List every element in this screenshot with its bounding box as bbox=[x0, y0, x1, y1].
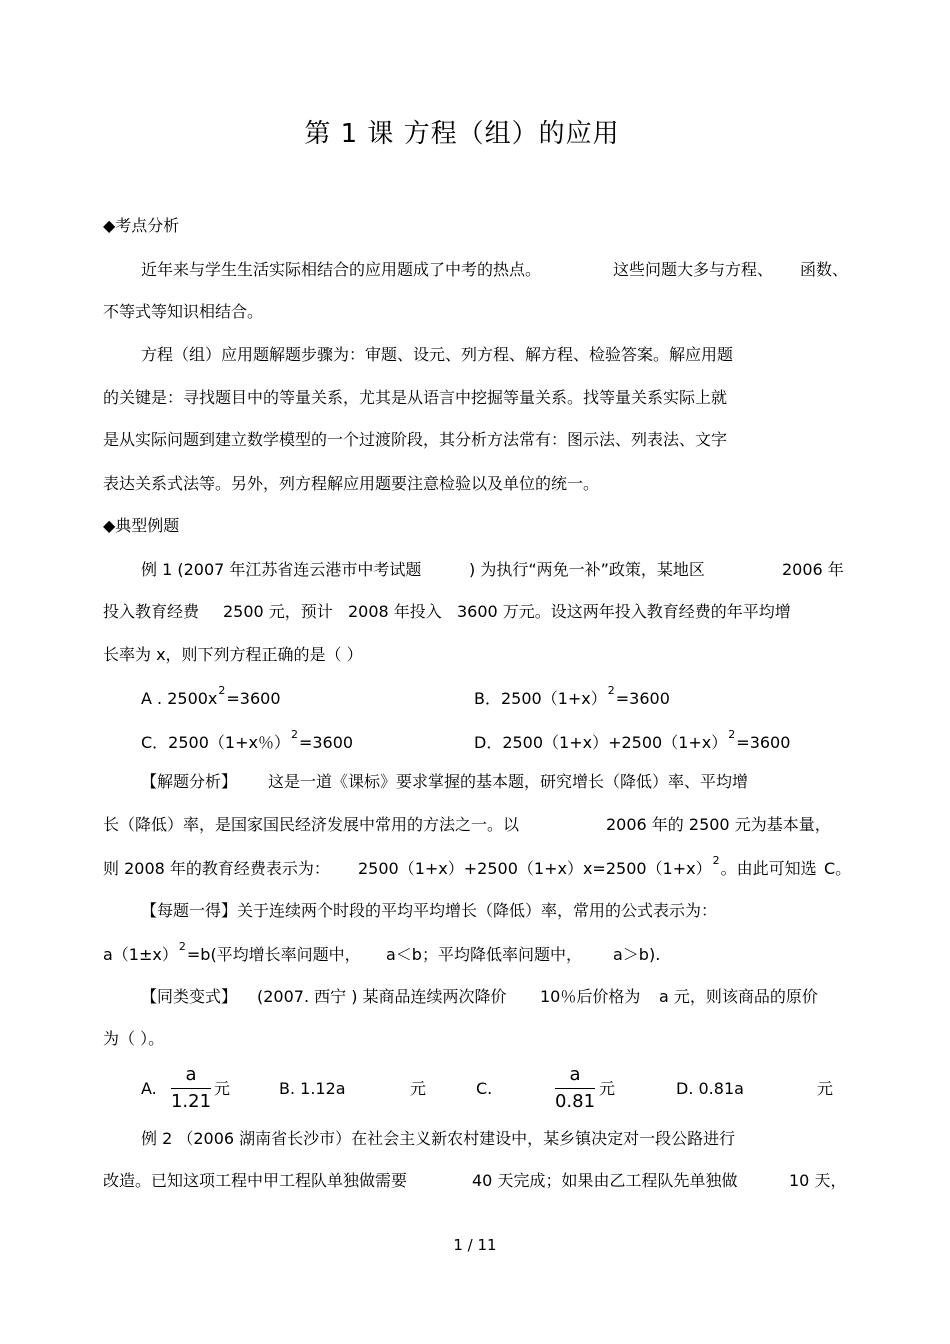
text-line: 2006 年的 2500 元为基本量， bbox=[606, 815, 831, 834]
fraction-c bbox=[553, 1064, 597, 1113]
section-heading-examples: ◆典型例题 bbox=[103, 516, 180, 535]
unit-text: 元 bbox=[817, 1079, 834, 1098]
text-line: (2007. 西宁 ) 某商品连续两次降价 bbox=[257, 987, 507, 1006]
section-heading-analysis: ◆考点分析 bbox=[103, 216, 180, 235]
text-line: 2500 元，预计 bbox=[223, 602, 333, 621]
text-line: 表达关系式法等。另外，列方程解应用题要注意检验以及单位的统一。 bbox=[103, 474, 600, 493]
text-line: 例 1 (2007 年江苏省连云港市中考试题 bbox=[141, 560, 422, 579]
text-line: a＞b). bbox=[613, 945, 661, 964]
fraction-a bbox=[169, 1064, 213, 1113]
formula-line: $a(1\pm x)^2=b$(平均增长率问题中， bbox=[103, 940, 361, 964]
option-d: D．$2500(1+x)+2500(1+x)^2=3600$ bbox=[474, 728, 791, 752]
option-b: B．$2500(1+x)^2=3600$ bbox=[474, 684, 670, 708]
text-line: 长率为 x，则下列方程正确的是（ ） bbox=[103, 645, 363, 664]
text-line: 例 2 （2006 湖南省长沙市）在社会主义新农村建设中，某乡镇决定对一段公路进行 bbox=[141, 1129, 736, 1148]
variant-label: 【同类变式】 bbox=[141, 987, 238, 1006]
variant-option-d-label: D. 0.81a bbox=[676, 1079, 744, 1098]
option-c: C．2500（1+x％）$^2$=3600 bbox=[141, 728, 354, 752]
fraction-bar bbox=[555, 1088, 595, 1089]
variant-option-b-label: B. 1.12a bbox=[279, 1079, 346, 1098]
text-line: 近年来与学生生活实际相结合的应用题成了中考的热点。 bbox=[141, 260, 542, 279]
text-line: 为（ ）。 bbox=[103, 1029, 165, 1048]
text-line: ) 为执行“两免一补”政策，某地区 bbox=[469, 560, 705, 579]
fraction-bar bbox=[171, 1088, 211, 1089]
option-a: A . $2500x^2=3600$ bbox=[141, 684, 281, 708]
unit-text: 元 bbox=[214, 1079, 231, 1098]
text-line: 40 天完成；如果由乙工程队先单独做 bbox=[472, 1171, 738, 1190]
text-line: 这些问题大多与方程、 bbox=[613, 260, 774, 279]
analysis-label: 【解题分析】 bbox=[141, 772, 238, 791]
text-line: 投入教育经费 bbox=[103, 602, 200, 621]
text-line: 的关键是：寻找题目中的等量关系，尤其是从语言中挖掘等量关系。找等量关系实际上就 bbox=[103, 388, 728, 407]
page-number: 1 / 11 bbox=[453, 1236, 497, 1254]
unit-text: 元 bbox=[599, 1079, 616, 1098]
text-line: 方程（组）应用题解题步骤为：审题、设元、列方程、解方程、检验答案。解应用题 bbox=[141, 345, 734, 364]
variant-option-c-label: C. bbox=[476, 1079, 493, 1098]
text-line: 是从实际问题到建立数学模型的一个过渡阶段，其分析方法常有：图示法、列表法、文字 bbox=[103, 430, 728, 449]
text-line: 【每题一得】关于连续两个时段的平均平均增长（降低）率，常用的公式表示为： bbox=[141, 901, 718, 920]
text-line: 不等式等知识相结合。 bbox=[103, 302, 264, 321]
text-line: a＜b；平均降低率问题中， bbox=[386, 945, 582, 964]
fraction-numerator: a bbox=[185, 1064, 197, 1085]
variant-option-a-label: A. bbox=[141, 1079, 157, 1098]
fraction-denominator: 0.81 bbox=[554, 1091, 596, 1112]
text-line: 10％后价格为 bbox=[540, 987, 641, 1006]
text-line: 3600 万元。设这两年投入教育经费的年平均增 bbox=[457, 602, 791, 621]
page-title: 第 1 课 方程（组）的应用 bbox=[304, 119, 620, 149]
formula-line: $2500(1+x)+2500(1+x)x=2500(1+x)^2$。由此可知选 bbox=[358, 854, 817, 878]
text-line: 函数、 bbox=[800, 260, 849, 279]
unit-text: 元 bbox=[410, 1079, 427, 1098]
text-line: 2008 年投入 bbox=[348, 602, 442, 621]
text-line: 10 天， bbox=[789, 1171, 847, 1190]
text-line: 改造。已知这项工程中甲工程队单独做需要 bbox=[103, 1171, 408, 1190]
text-line: C。 bbox=[824, 859, 852, 878]
fraction-numerator: a bbox=[569, 1064, 581, 1085]
fraction-denominator: 1.21 bbox=[170, 1091, 212, 1112]
text-line: 这是一道《课标》要求掌握的基本题，研究增长（降低）率、平均增 bbox=[268, 772, 749, 791]
text-line: 2006 年 bbox=[782, 560, 844, 579]
text-line: a 元，则该商品的原价 bbox=[659, 987, 818, 1006]
text-line: 长（降低）率，是国家国民经济发展中常用的方法之一。以 bbox=[103, 815, 520, 834]
text-line: 则 2008 年的教育经费表示为： bbox=[103, 859, 330, 878]
